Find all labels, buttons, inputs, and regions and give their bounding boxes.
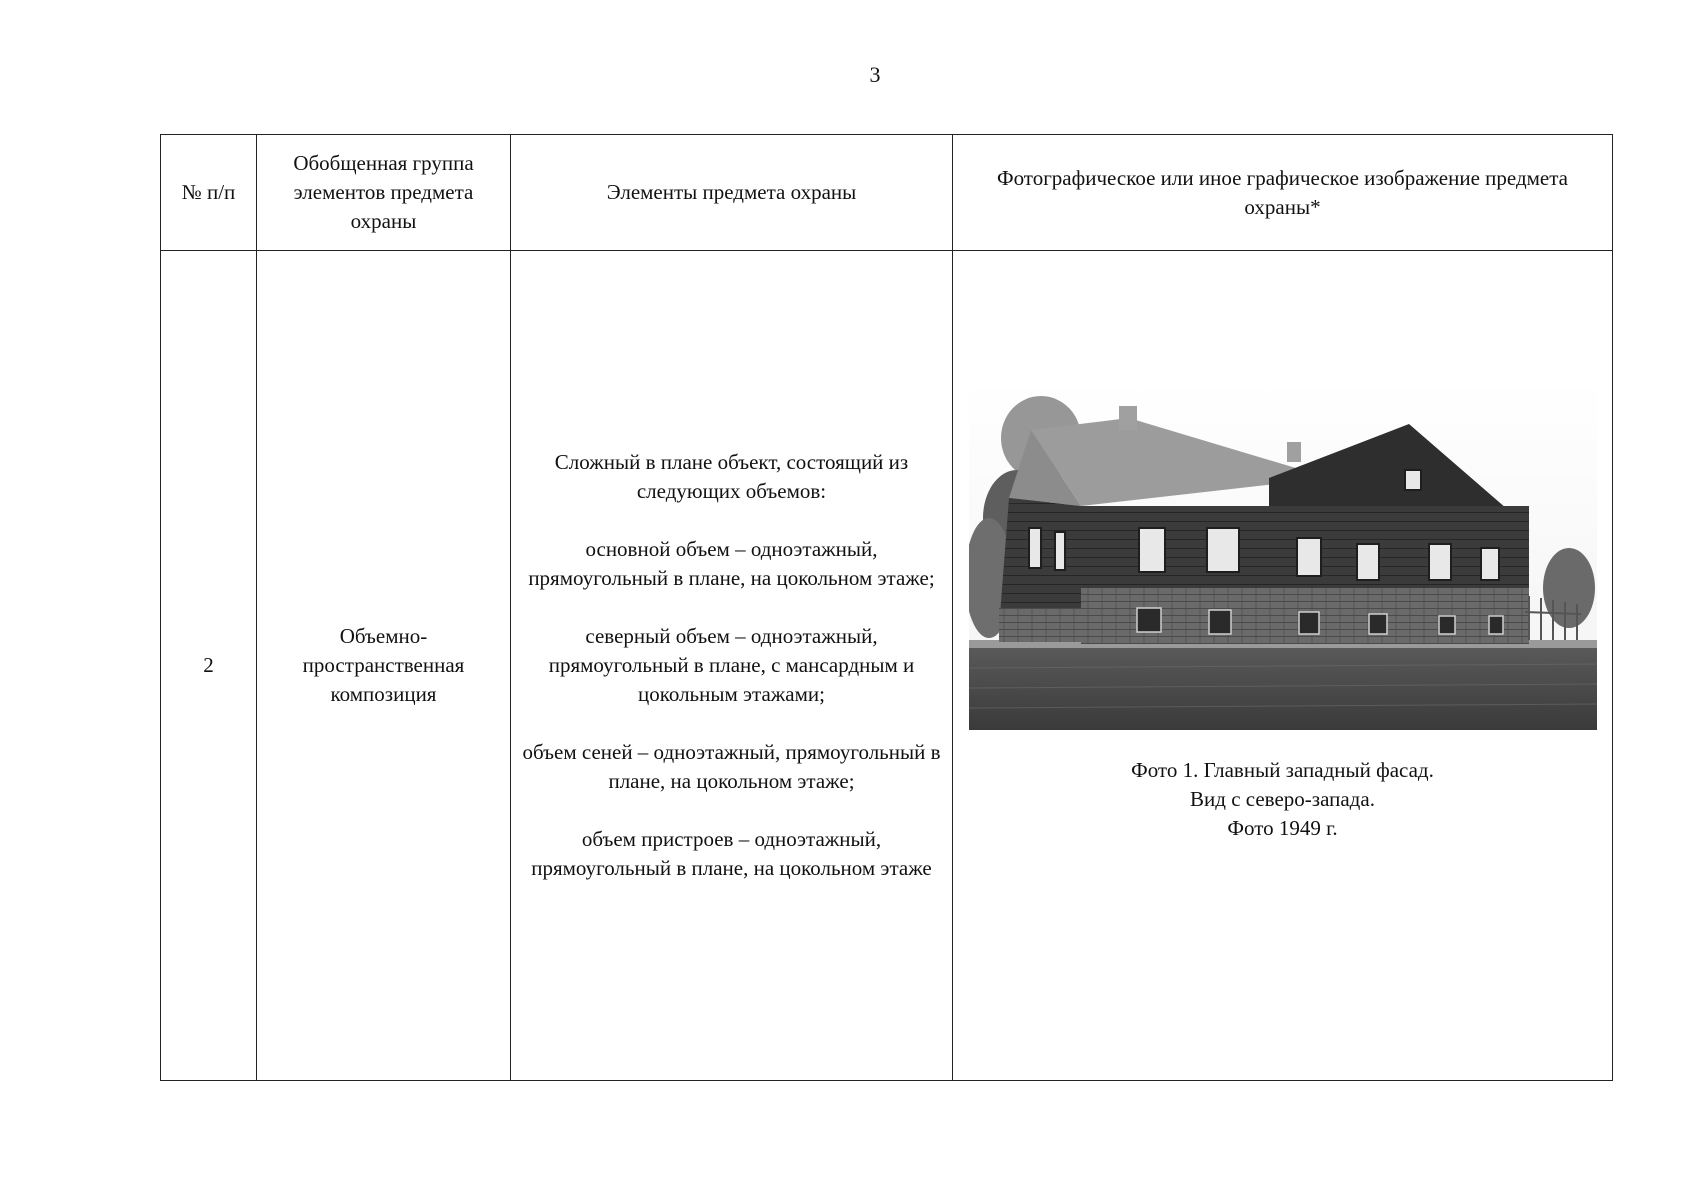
photo-caption: [963, 756, 1602, 843]
element-paragraph: объем сеней – одноэтажный, прямоугольный в плане, на цокольном этаже;: [522, 740, 941, 793]
photo-caption-line: Вид с северо-запада.: [1190, 787, 1375, 811]
photo-caption-line: Фото 1949 г.: [1227, 816, 1338, 840]
header-elements: Элементы предмета охраны: [511, 135, 953, 251]
element-paragraph: объем пристроев – одноэтажный, прямоугольный в плане, на цокольном этаже: [531, 827, 932, 880]
table-row: [161, 251, 1613, 1081]
table-header-row: [161, 135, 1613, 251]
header-number: № п/п: [161, 135, 257, 251]
element-paragraph: северный объем – одноэтажный, прямоугольный в плане, с мансардным и цокольным этажами;: [548, 624, 915, 706]
row-elements: [511, 251, 953, 1081]
row-group: Объемно-пространственная композиция: [257, 251, 511, 1081]
protection-subject-table: [160, 134, 1613, 1081]
building-photo-icon: [969, 378, 1597, 730]
page-number: 3: [869, 62, 881, 87]
header-group: Обобщенная группа элементов предмета охраны: [257, 135, 511, 251]
photo-caption-line: Фото 1. Главный западный фасад.: [1131, 758, 1434, 782]
element-paragraph: Сложный в плане объект, состоящий из следующих объемов:: [554, 450, 909, 503]
header-image: Фотографическое или иное графическое изображение предмета охраны*: [953, 135, 1613, 251]
row-number: 2: [161, 251, 257, 1081]
element-paragraph: основной объем – одноэтажный, прямоугольный в плане, на цокольном этаже;: [528, 537, 935, 590]
row-image: [953, 251, 1613, 1081]
